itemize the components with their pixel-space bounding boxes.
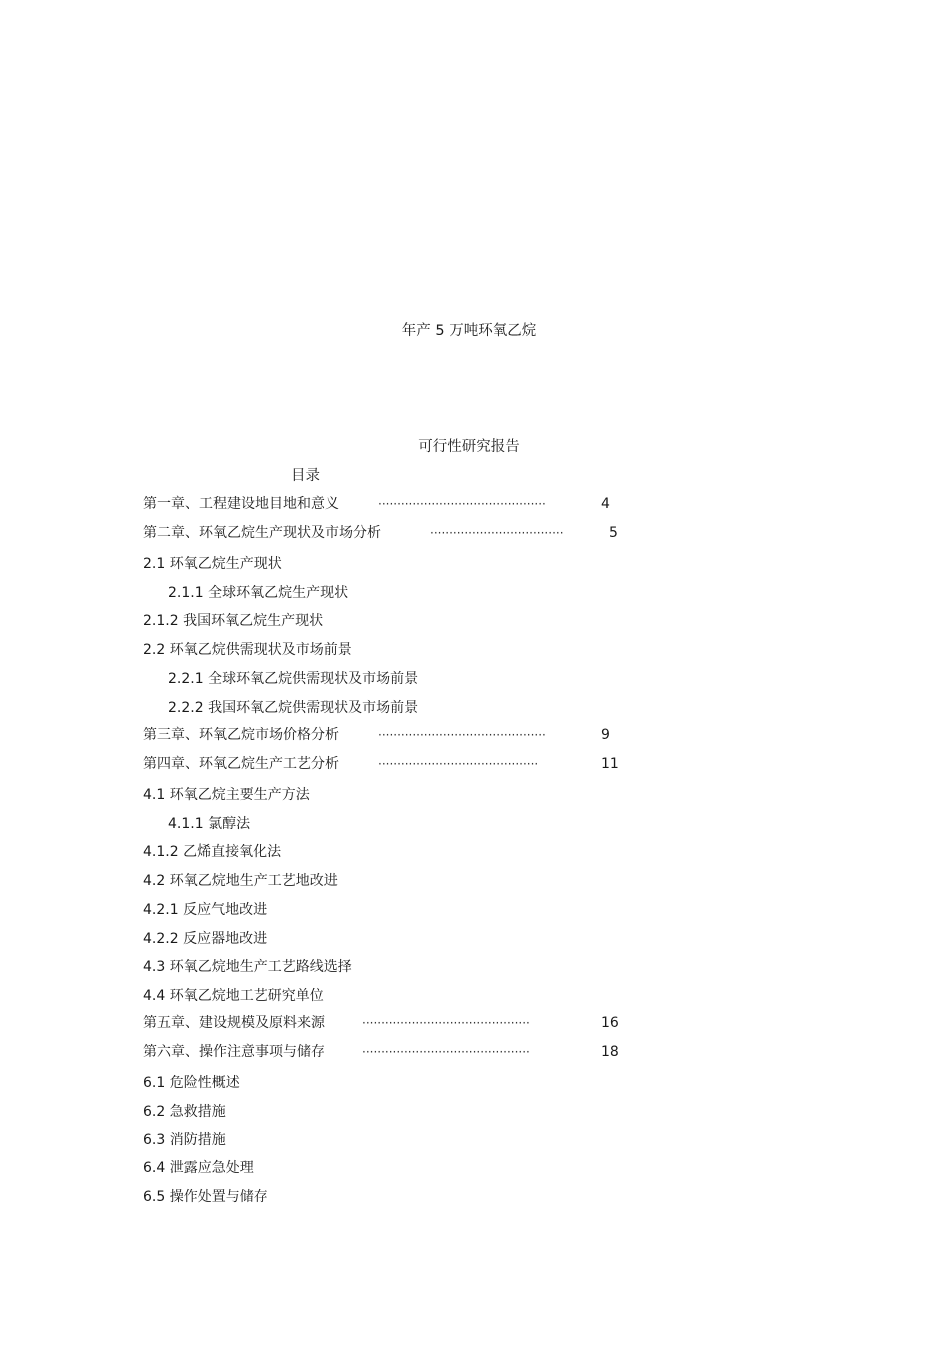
toc-entry[interactable] (143, 901, 267, 919)
toc-page-number: 4 (601, 496, 610, 512)
toc-leader-dots: ············································ (378, 728, 546, 742)
toc-entry-label: 6.2 急救措施 (143, 1104, 226, 1120)
toc-leader-dots: ·········································· (378, 757, 539, 771)
toc-entry-label: 4.2.2 反应器地改进 (143, 931, 268, 947)
toc-entry[interactable] (143, 872, 338, 890)
toc-entry[interactable] (143, 1131, 226, 1149)
toc-page-number: 16 (601, 1015, 619, 1031)
toc-entry-label: 6.1 危险性概述 (143, 1075, 240, 1091)
toc-entry-label: 第三章、环氧乙烷市场价格分析 (143, 727, 339, 743)
toc-entry-label: 2.2.2 我国环氧乙烷供需现状及市场前景 (168, 700, 419, 716)
toc-entry-label: 4.1.1 氯醇法 (168, 816, 251, 832)
toc-entry-label: 2.1 环氧乙烷生产现状 (143, 556, 282, 572)
toc-entry[interactable] (143, 555, 282, 573)
toc-page-number: 18 (601, 1044, 619, 1060)
toc-entry-label: 6.5 操作处置与储存 (143, 1189, 268, 1205)
toc-entry[interactable] (143, 612, 323, 630)
toc-entry[interactable] (143, 930, 267, 948)
toc-entry[interactable] (168, 699, 418, 717)
toc-entry-label: 第六章、操作注意事项与储存 (143, 1044, 325, 1060)
toc-entry-label: 2.2 环氧乙烷供需现状及市场前景 (143, 642, 352, 658)
toc-entry-chapter-6[interactable] (143, 1043, 619, 1061)
toc-leader-dots: ············································ (378, 497, 546, 511)
toc-entry[interactable] (143, 1159, 254, 1177)
toc-entry-label: 第一章、工程建设地目地和意义 (143, 496, 339, 512)
toc-page-number: 11 (601, 756, 619, 772)
toc-entry-label: 4.4 环氧乙烷地工艺研究单位 (143, 988, 324, 1004)
toc-entry-chapter-5[interactable] (143, 1014, 619, 1032)
toc-entry-label: 第五章、建设规模及原料来源 (143, 1015, 325, 1031)
toc-leader-dots: ··································· (430, 526, 564, 540)
toc-entry[interactable] (143, 958, 352, 976)
toc-entry[interactable] (143, 786, 310, 804)
toc-entry-chapter-4[interactable] (143, 755, 619, 773)
toc-heading: 目录 (291, 468, 320, 484)
toc-entry[interactable] (168, 670, 418, 688)
toc-entry-label: 4.1 环氧乙烷主要生产方法 (143, 787, 310, 803)
toc-entry-label: 2.2.1 全球环氧乙烷供需现状及市场前景 (168, 671, 419, 687)
toc-entry-chapter-2[interactable] (143, 524, 618, 542)
toc-entry[interactable] (143, 1188, 268, 1206)
toc-leader-dots: ············································ (362, 1016, 530, 1030)
toc-entry[interactable] (143, 641, 352, 659)
toc-entry-label: 2.1.1 全球环氧乙烷生产现状 (168, 585, 349, 601)
toc-entry-chapter-3[interactable] (143, 726, 610, 744)
toc-entry-chapter-1[interactable] (143, 495, 610, 513)
toc-entry[interactable] (143, 987, 324, 1005)
toc-entry-label: 第二章、环氧乙烷生产现状及市场分析 (143, 525, 381, 541)
toc-entry[interactable] (143, 1074, 240, 1092)
toc-page-number: 9 (601, 727, 610, 743)
toc-entry-label: 2.1.2 我国环氧乙烷生产现状 (143, 613, 324, 629)
toc-entry-label: 6.4 泄露应急处理 (143, 1160, 254, 1176)
document-subtitle: 可行性研究报告 (418, 439, 520, 455)
toc-entry-label: 4.3 环氧乙烷地生产工艺路线选择 (143, 959, 352, 975)
toc-entry[interactable] (168, 584, 348, 602)
toc-entry-label: 4.2 环氧乙烷地生产工艺地改进 (143, 873, 338, 889)
toc-entry-label: 4.1.2 乙烯直接氧化法 (143, 844, 282, 860)
toc-leader-dots: ············································ (362, 1045, 530, 1059)
toc-entry[interactable] (143, 1103, 226, 1121)
toc-entry[interactable] (168, 815, 250, 833)
toc-entry-label: 4.2.1 反应气地改进 (143, 902, 268, 918)
toc-page-number: 5 (609, 525, 618, 541)
toc-entry-label: 6.3 消防措施 (143, 1132, 226, 1148)
toc-entry[interactable] (143, 843, 281, 861)
document-title: 年产 5 万吨环氧乙烷 (401, 323, 537, 339)
toc-entry-label: 第四章、环氧乙烷生产工艺分析 (143, 756, 339, 772)
